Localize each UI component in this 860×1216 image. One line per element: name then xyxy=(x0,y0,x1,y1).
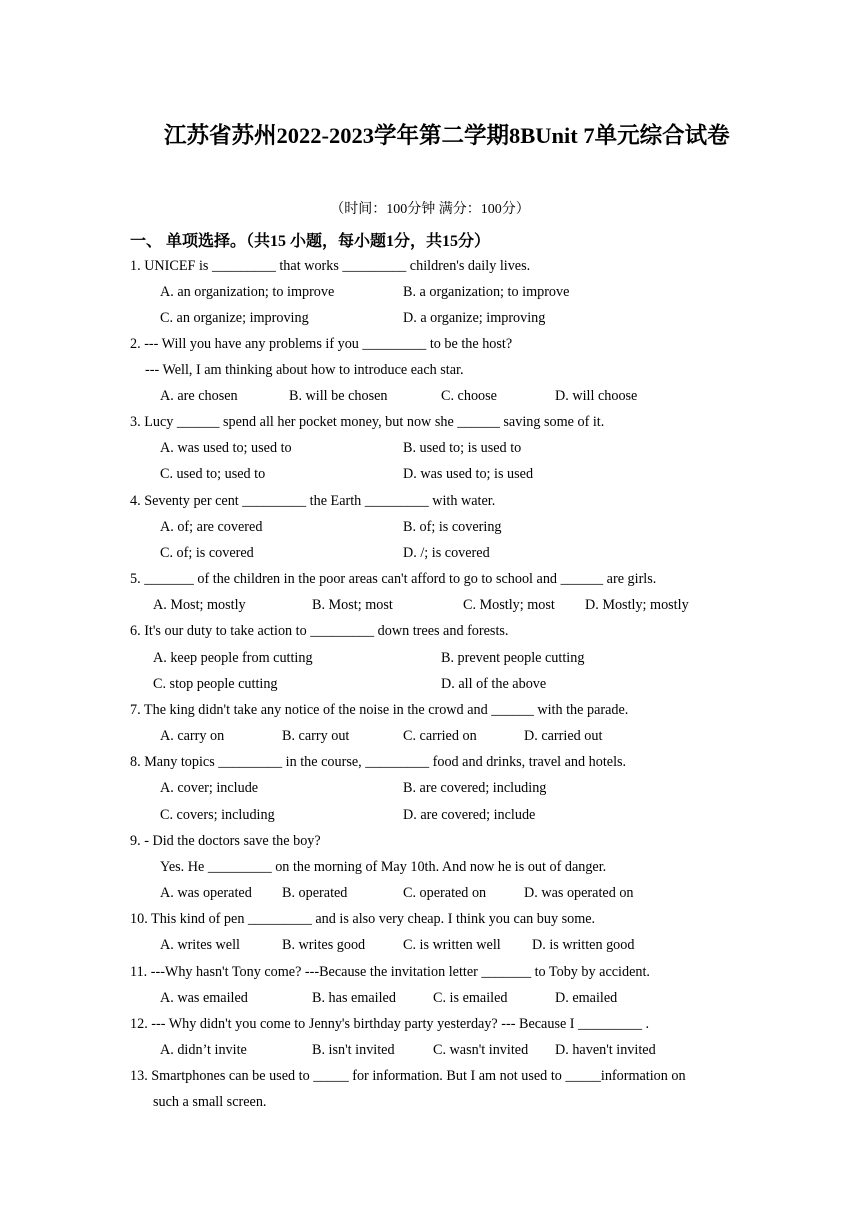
question-12-option-d: D. haven't invited xyxy=(555,1042,656,1058)
question-10-option-a: A. writes well xyxy=(160,937,240,953)
question-2-option-a: A. are chosen xyxy=(160,388,238,404)
question-4-option-b: B. of; is covering xyxy=(403,519,502,535)
question-1-option-c: C. an organize; improving xyxy=(160,310,309,326)
question-4-option-d: D. /; is covered xyxy=(403,545,490,561)
question-4-stem: 4. Seventy per cent _________ the Earth _________ with water. xyxy=(130,493,496,509)
question-8-option-d: D. are covered; include xyxy=(403,807,536,823)
question-1-option-d: D. a organize; improving xyxy=(403,310,546,326)
question-13-stem-continued: such a small screen. xyxy=(153,1094,267,1110)
question-11-option-c: C. is emailed xyxy=(433,990,508,1006)
question-9-option-d: D. was operated on xyxy=(524,885,634,901)
question-6-option-c: C. stop people cutting xyxy=(153,676,278,692)
question-12-option-b: B. isn't invited xyxy=(312,1042,395,1058)
question-11-option-a: A. was emailed xyxy=(160,990,248,1006)
question-10-option-c: C. is written well xyxy=(403,937,501,953)
question-2-option-c: C. choose xyxy=(441,388,497,404)
question-1-option-a: A. an organization; to improve xyxy=(160,284,335,300)
question-6-option-d: D. all of the above xyxy=(441,676,547,692)
exam-subtitle: （时间：100分钟 满分：100分） xyxy=(330,202,530,217)
question-13-stem: 13. Smartphones can be used to _____ for information. But I am not used to _____information on xyxy=(130,1068,686,1084)
question-3-option-d: D. was used to; is used xyxy=(403,466,534,482)
question-3-option-a: A. was used to; used to xyxy=(160,440,292,456)
question-8-stem: 8. Many topics _________ in the course, _________ food and drinks, travel and hotels. xyxy=(130,754,627,770)
question-5-stem: 5. _______ of the children in the poor areas can't afford to go to school and ______ are girls. xyxy=(130,571,657,587)
question-9-option-b: B. operated xyxy=(282,885,348,901)
question-2-stem-response: --- Well, I am thinking about how to introduce each star. xyxy=(145,362,464,378)
question-10-stem: 10. This kind of pen _________ and is also very cheap. I think you can buy some. xyxy=(130,911,596,927)
question-5-option-b: B. Most; most xyxy=(312,597,393,613)
question-6-option-b: B. prevent people cutting xyxy=(441,650,585,666)
question-7-option-d: D. carried out xyxy=(524,728,603,744)
question-1-option-b: B. a organization; to improve xyxy=(403,284,570,300)
question-5-option-d: D. Mostly; mostly xyxy=(585,597,689,613)
question-8-option-b: B. are covered; including xyxy=(403,780,547,796)
question-4-option-c: C. of; is covered xyxy=(160,545,254,561)
question-7-option-b: B. carry out xyxy=(282,728,350,744)
question-6-option-a: A. keep people from cutting xyxy=(153,650,313,666)
section-heading: 一、 单项选择。（共15 小题，每小题1分，共15分） xyxy=(130,233,491,250)
question-12-stem: 12. --- Why didn't you come to Jenny's birthday party yesterday? --- Because I _________ . xyxy=(130,1016,650,1032)
question-4-option-a: A. of; are covered xyxy=(160,519,263,535)
question-11-stem: 11. ---Why hasn't Tony come? ---Because the invitation letter _______ to Toby by accident. xyxy=(130,964,650,980)
question-11-option-b: B. has emailed xyxy=(312,990,396,1006)
question-5-option-a: A. Most; mostly xyxy=(153,597,246,613)
question-7-option-c: C. carried on xyxy=(403,728,477,744)
question-2-option-d: D. will choose xyxy=(555,388,638,404)
question-6-stem: 6. It's our duty to take action to _________ down trees and forests. xyxy=(130,623,509,639)
question-3-stem: 3. Lucy ______ spend all her pocket money, but now she ______ saving some of it. xyxy=(130,414,605,430)
question-2-stem: 2. --- Will you have any problems if you _________ to be the host? xyxy=(130,336,513,352)
question-12-option-c: C. wasn't invited xyxy=(433,1042,529,1058)
question-8-option-a: A. cover; include xyxy=(160,780,259,796)
question-7-stem: 7. The king didn't take any notice of the noise in the crowd and ______ with the parade. xyxy=(130,702,629,718)
question-9-option-c: C. operated on xyxy=(403,885,487,901)
question-9-stem-response: Yes. He _________ on the morning of May 10th. And now he is out of danger. xyxy=(160,859,607,875)
question-5-option-c: C. Mostly; most xyxy=(463,597,555,613)
question-2-option-b: B. will be chosen xyxy=(289,388,388,404)
question-10-option-d: D. is written good xyxy=(532,937,635,953)
question-8-option-c: C. covers; including xyxy=(160,807,275,823)
question-7-option-a: A. carry on xyxy=(160,728,225,744)
question-9-stem: 9. - Did the doctors save the boy? xyxy=(130,833,321,849)
question-12-option-a: A. didn’t invite xyxy=(160,1042,247,1058)
question-1-stem: 1. UNICEF is _________ that works _________ children's daily lives. xyxy=(130,258,531,274)
exam-title: 江苏省苏州2022-2023学年第二学期8BUnit 7单元综合试卷 xyxy=(164,123,730,148)
question-11-option-d: D. emailed xyxy=(555,990,618,1006)
question-9-option-a: A. was operated xyxy=(160,885,252,901)
question-10-option-b: B. writes good xyxy=(282,937,366,953)
question-3-option-c: C. used to; used to xyxy=(160,466,266,482)
question-3-option-b: B. used to; is used to xyxy=(403,440,522,456)
